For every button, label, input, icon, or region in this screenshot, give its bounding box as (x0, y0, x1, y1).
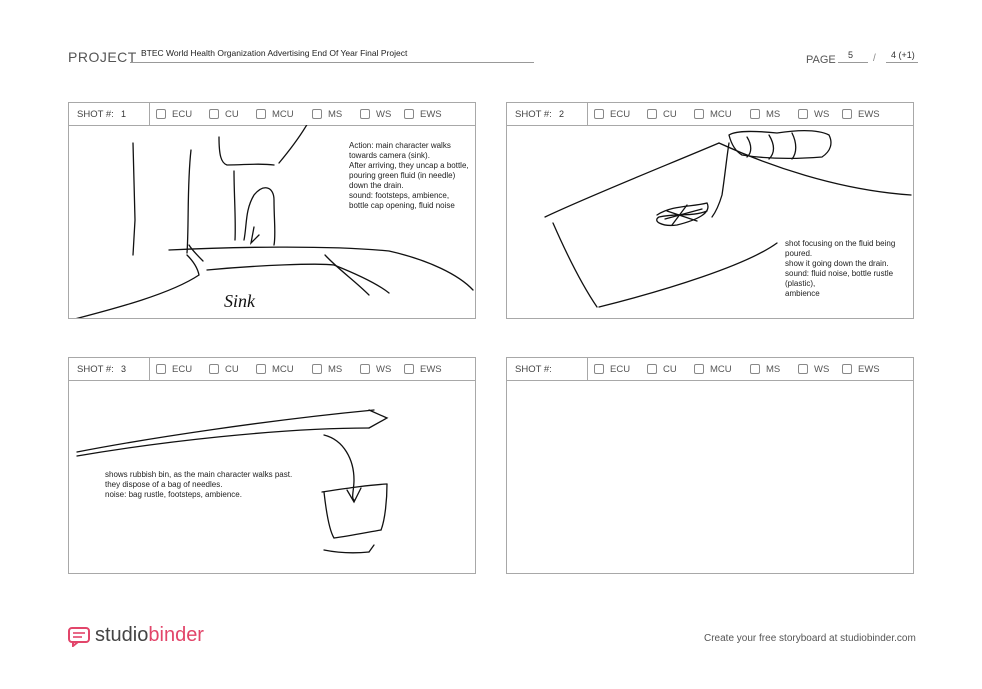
panel-header (69, 358, 475, 381)
option-cu[interactable] (209, 363, 239, 375)
sketch-label: Sink (224, 291, 255, 311)
option-ms[interactable] (312, 363, 342, 375)
checkbox[interactable] (404, 109, 414, 119)
logo-suffix: binder (148, 624, 204, 646)
option-label: WS (814, 108, 830, 120)
project-value[interactable]: BTEC World Health Organization Advertising End Of Year Final Project (141, 48, 408, 58)
checkbox[interactable] (798, 109, 808, 119)
storyboard-panel-2 (506, 102, 914, 319)
option-label: ECU (172, 363, 193, 375)
option-label: EWS (858, 108, 880, 120)
page-separator: / (873, 53, 876, 64)
checkbox[interactable] (256, 109, 266, 119)
option-ews[interactable] (404, 108, 442, 120)
option-label: CU (663, 363, 677, 375)
option-label: MCU (710, 363, 732, 375)
checkbox[interactable] (842, 364, 852, 374)
option-label: EWS (858, 363, 880, 375)
checkbox[interactable] (594, 109, 604, 119)
header-divider (587, 358, 588, 380)
option-ws[interactable] (360, 108, 391, 120)
checkbox[interactable] (156, 109, 166, 119)
option-mcu[interactable] (256, 363, 294, 375)
option-label: WS (814, 363, 830, 375)
option-ws[interactable] (798, 363, 829, 375)
option-ecu[interactable] (156, 108, 192, 120)
option-ews[interactable] (404, 363, 442, 375)
checkbox[interactable] (798, 364, 808, 374)
option-cu[interactable] (647, 108, 677, 120)
header-divider (587, 103, 588, 125)
checkbox[interactable] (404, 364, 414, 374)
shot-label: SHOT #: (77, 109, 114, 120)
checkbox[interactable] (647, 364, 657, 374)
option-ecu[interactable] (594, 363, 630, 375)
option-ms[interactable] (750, 363, 780, 375)
option-label: MCU (272, 108, 294, 120)
panel-note[interactable]: shot focusing on the fluid being poured. show it going down the drain. sound: fluid noise, bottle rustle (plastic), ambience (785, 239, 896, 298)
checkbox[interactable] (750, 364, 760, 374)
shot-label: SHOT #: (77, 364, 114, 375)
shot-label: SHOT #: (515, 109, 552, 120)
studiobinder-logo[interactable] (95, 624, 204, 647)
project-underline (130, 62, 534, 63)
project-label: PROJECT (68, 49, 137, 65)
option-label: WS (376, 108, 392, 120)
checkbox[interactable] (750, 109, 760, 119)
header-divider (149, 103, 150, 125)
panel-header (507, 358, 913, 381)
storyboard-panel-3 (68, 357, 476, 574)
checkbox[interactable] (647, 109, 657, 119)
option-ews[interactable] (842, 363, 880, 375)
option-mcu[interactable] (256, 108, 294, 120)
panel-header (507, 103, 913, 126)
panel-note[interactable]: Action: main character walks towards camera (sink). After arriving, they uncap a bottle, pouring green fluid (in needle) down the drain. sound: footsteps, ambience, bottle cap opening, fluid noise (349, 141, 469, 210)
option-label: MS (328, 108, 343, 120)
page-label: PAGE (806, 54, 836, 66)
option-label: ECU (610, 363, 631, 375)
shot-number[interactable]: 3 (121, 364, 127, 374)
option-ecu[interactable] (594, 108, 630, 120)
option-ms[interactable] (312, 108, 342, 120)
page-total-underline (886, 62, 918, 63)
option-label: EWS (420, 108, 442, 120)
page-total[interactable]: 4 (+1) (891, 50, 915, 60)
option-ews[interactable] (842, 108, 880, 120)
shot-number[interactable]: 2 (559, 109, 565, 119)
option-label: WS (376, 363, 392, 375)
checkbox[interactable] (594, 364, 604, 374)
option-label: MCU (272, 363, 294, 375)
option-label: MS (328, 363, 343, 375)
panel-header (69, 103, 475, 126)
option-ecu[interactable] (156, 363, 192, 375)
option-label: ECU (610, 108, 631, 120)
option-label: MS (766, 363, 781, 375)
option-cu[interactable] (647, 363, 677, 375)
option-ms[interactable] (750, 108, 780, 120)
studiobinder-logo-icon (68, 627, 90, 647)
logo-prefix: studio (95, 624, 149, 646)
page-underline (838, 62, 868, 63)
header-divider (149, 358, 150, 380)
checkbox[interactable] (694, 364, 704, 374)
option-label: MS (766, 108, 781, 120)
option-ws[interactable] (360, 363, 391, 375)
option-mcu[interactable] (694, 108, 732, 120)
shot-label: SHOT #: (515, 364, 552, 375)
checkbox[interactable] (256, 364, 266, 374)
checkbox[interactable] (312, 109, 322, 119)
option-mcu[interactable] (694, 363, 732, 375)
shot-number[interactable]: 1 (121, 109, 127, 119)
option-cu[interactable] (209, 108, 239, 120)
option-label: CU (663, 108, 677, 120)
storyboard-panel-1 (68, 102, 476, 319)
page-number[interactable]: 5 (848, 50, 854, 60)
option-label: CU (225, 108, 239, 120)
checkbox[interactable] (842, 109, 852, 119)
checkbox[interactable] (209, 109, 219, 119)
footer-tagline[interactable]: Create your free storyboard at studiobinder.com (704, 633, 916, 644)
checkbox[interactable] (694, 109, 704, 119)
checkbox[interactable] (312, 364, 322, 374)
panel-note[interactable]: shows rubbish bin, as the main character walks past. they dispose of a bag of needles. noise: bag rustle, footsteps, ambience. (105, 470, 293, 499)
option-label: EWS (420, 363, 442, 375)
option-label: MCU (710, 108, 732, 120)
option-label: ECU (172, 108, 193, 120)
checkbox[interactable] (360, 109, 370, 119)
checkbox[interactable] (360, 364, 370, 374)
option-label: CU (225, 363, 239, 375)
checkbox[interactable] (156, 364, 166, 374)
option-ws[interactable] (798, 108, 829, 120)
storyboard-panel-4 (506, 357, 914, 574)
checkbox[interactable] (209, 364, 219, 374)
